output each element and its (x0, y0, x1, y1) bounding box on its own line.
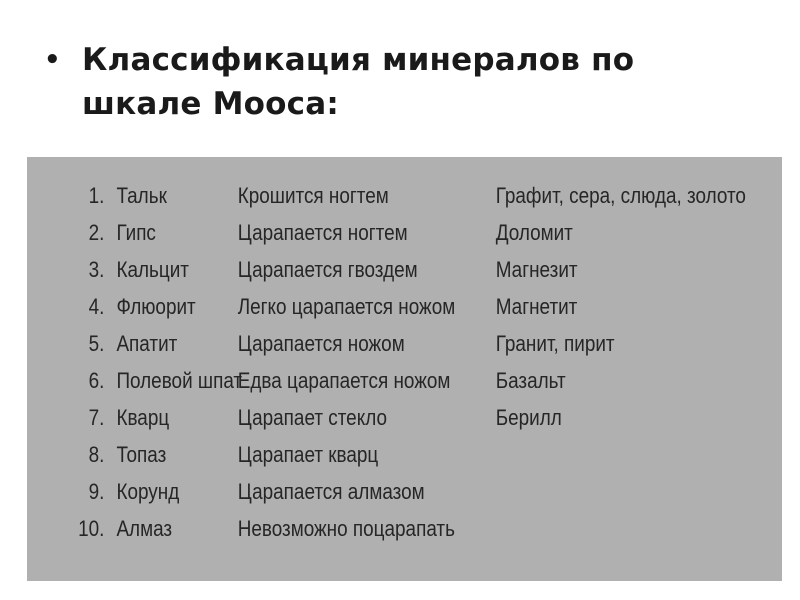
mohs-scale-table (27, 157, 782, 581)
mineral-name: Алмаз (116, 516, 173, 541)
table-row (27, 327, 676, 361)
table-row (27, 179, 746, 213)
row-number: 3. (88, 257, 105, 282)
hardness-test: Едва царапается ножом (237, 368, 451, 393)
row-number: 2. (88, 220, 105, 245)
row-number: 7. (88, 405, 105, 430)
table-row (27, 475, 676, 509)
mineral-name: Апатит (116, 331, 178, 356)
table-row (27, 216, 676, 250)
mineral-name: Кальцит (116, 257, 189, 282)
slide-title-line-2: шкале Мооса: (82, 86, 339, 122)
hardness-test: Царапается алмазом (237, 479, 425, 504)
title-block (44, 38, 764, 126)
row-number: 5. (88, 331, 105, 356)
table-row (27, 253, 676, 287)
row-number: 8. (88, 442, 105, 467)
table-row (27, 364, 676, 398)
slide-title-line-1: Классификация минералов по (82, 42, 635, 78)
example-minerals: Берилл (495, 405, 562, 430)
mineral-name: Гипс (116, 220, 156, 245)
hardness-test: Царапается гвоздем (237, 257, 418, 282)
hardness-test: Легко царапается ножом (237, 294, 456, 319)
hardness-test: Невозможно поцарапать (237, 516, 455, 541)
table-row (27, 401, 676, 435)
hardness-test: Царапается ногтем (237, 220, 408, 245)
mineral-name: Тальк (116, 183, 167, 208)
row-number: 1. (88, 183, 105, 208)
mineral-name: Корунд (116, 479, 180, 504)
row-number: 4. (88, 294, 105, 319)
mineral-name: Кварц (116, 405, 170, 430)
hardness-test: Царапает кварц (237, 442, 379, 467)
table-row (27, 290, 676, 324)
mineral-name: Полевой шпат (116, 368, 243, 393)
row-number: 9. (88, 479, 105, 504)
row-number: 6. (88, 368, 105, 393)
example-minerals: Графит, сера, слюда, золото (495, 183, 746, 208)
table-row (27, 512, 676, 546)
example-minerals: Гранит, пирит (495, 331, 615, 356)
hardness-test: Царапается ножом (237, 331, 405, 356)
slide-title (82, 38, 634, 126)
example-minerals: Магнезит (495, 257, 578, 282)
hardness-test: Царапает стекло (237, 405, 387, 430)
example-minerals: Доломит (495, 220, 573, 245)
mineral-name: Флюорит (116, 294, 196, 319)
table-row (27, 438, 676, 472)
row-number: 10. (78, 516, 105, 541)
mineral-name: Топаз (116, 442, 167, 467)
example-minerals: Базальт (495, 368, 566, 393)
hardness-test: Крошится ногтем (237, 183, 389, 208)
example-minerals: Магнетит (495, 294, 578, 319)
bullet-point: • (44, 45, 61, 75)
